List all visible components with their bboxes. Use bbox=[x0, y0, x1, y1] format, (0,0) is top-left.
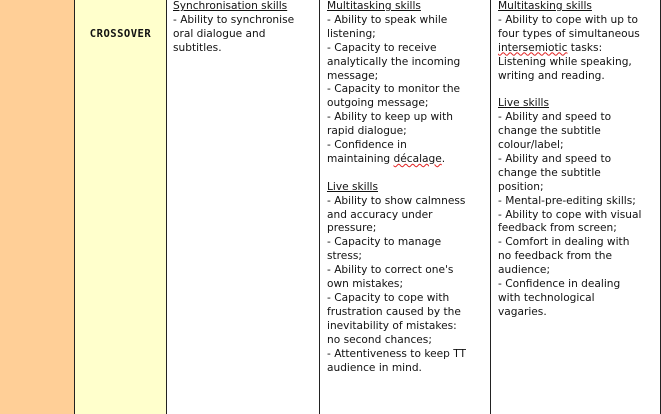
respeaking-skills-column bbox=[491, 0, 661, 414]
skill-line: - Ability to cope with up to bbox=[498, 13, 638, 26]
row-label-column bbox=[75, 0, 167, 414]
skill-line: change the subtitle bbox=[498, 125, 601, 138]
skill-line: - Ability and speed to bbox=[498, 111, 612, 124]
skill-line: no second chances; bbox=[327, 333, 432, 346]
skill-line: oral dialogue and bbox=[173, 27, 266, 40]
skill-section bbox=[173, 0, 317, 56]
skill-line: - Ability to keep up with bbox=[327, 111, 453, 124]
category-color-column bbox=[0, 0, 75, 414]
synchronisation-column bbox=[167, 0, 320, 414]
respeaking-skills-cell bbox=[498, 0, 658, 334]
skill-line: - Confidence in bbox=[327, 139, 407, 152]
skill-section bbox=[498, 97, 658, 320]
skill-line: maintaining décalage. bbox=[327, 152, 446, 165]
skill-line: - Ability to show calmness bbox=[327, 194, 466, 207]
skill-line: audience; bbox=[498, 264, 551, 277]
skill-line: subtitles. bbox=[173, 41, 222, 54]
skill-section bbox=[327, 181, 488, 376]
skill-line: - Ability to speak while bbox=[327, 13, 448, 26]
skill-section bbox=[327, 0, 488, 167]
skill-line: no feedback from the bbox=[498, 250, 613, 263]
interpreting-skills-column bbox=[320, 0, 491, 414]
skill-line: listening; bbox=[327, 27, 376, 40]
skill-line: rapid dialogue; bbox=[327, 125, 407, 138]
skill-line: analytically the incoming bbox=[327, 55, 461, 68]
interpreting-skills-cell bbox=[327, 0, 488, 389]
section-heading: Multitasking skills bbox=[498, 0, 592, 12]
skill-line: change the subtitle bbox=[498, 166, 601, 179]
skill-section bbox=[498, 0, 658, 83]
skill-line: - Capacity to manage bbox=[327, 236, 442, 249]
skill-line: inevitability of mistakes: bbox=[327, 319, 457, 332]
section-heading: Live skills bbox=[498, 97, 550, 110]
skill-line: - Capacity to monitor the bbox=[327, 83, 461, 96]
skill-line: position; bbox=[498, 180, 544, 193]
section-heading: Synchronisation skills bbox=[173, 0, 288, 12]
skill-line: message; bbox=[327, 69, 379, 82]
skill-line: - Confidence in dealing bbox=[498, 278, 621, 291]
skill-line: - Ability to cope with visual bbox=[498, 208, 642, 221]
skill-line: - Capacity to receive bbox=[327, 41, 437, 54]
section-heading: Live skills bbox=[327, 180, 379, 193]
skill-line: own mistakes; bbox=[327, 278, 404, 291]
skill-line: colour/label; bbox=[498, 139, 564, 152]
section-heading: Multitasking skills bbox=[327, 0, 421, 12]
skill-line: with technological bbox=[498, 292, 595, 305]
skill-line: outgoing message; bbox=[327, 97, 429, 110]
skill-line: Listening while speaking, bbox=[498, 55, 632, 68]
skill-line: - Comfort in dealing with bbox=[498, 236, 630, 249]
synchronisation-cell bbox=[173, 0, 317, 70]
skill-line: pressure; bbox=[327, 222, 377, 235]
skill-line: audience in mind. bbox=[327, 361, 422, 374]
skill-line: writing and reading. bbox=[498, 69, 605, 82]
skill-line: feedback from screen; bbox=[498, 222, 617, 235]
skill-line: - Capacity to cope with bbox=[327, 292, 450, 305]
skill-line: - Ability to correct one's bbox=[327, 264, 454, 277]
skill-line: intersemiotic tasks: bbox=[498, 41, 603, 54]
skill-line: stress; bbox=[327, 250, 362, 263]
skill-line: - Ability to synchronise bbox=[173, 13, 295, 26]
skill-line: - Mental-pre-editing skills; bbox=[498, 194, 636, 207]
skill-line: four types of simultaneous bbox=[498, 27, 640, 40]
row-label-crossover: CROSSOVER bbox=[89, 28, 152, 40]
skill-line: and accuracy under bbox=[327, 208, 433, 221]
skill-line: - Ability and speed to bbox=[498, 152, 612, 165]
skill-line: - Attentiveness to keep TT bbox=[327, 347, 466, 360]
skill-line: vagaries. bbox=[498, 305, 547, 318]
skill-line: frustration caused by the bbox=[327, 305, 461, 318]
